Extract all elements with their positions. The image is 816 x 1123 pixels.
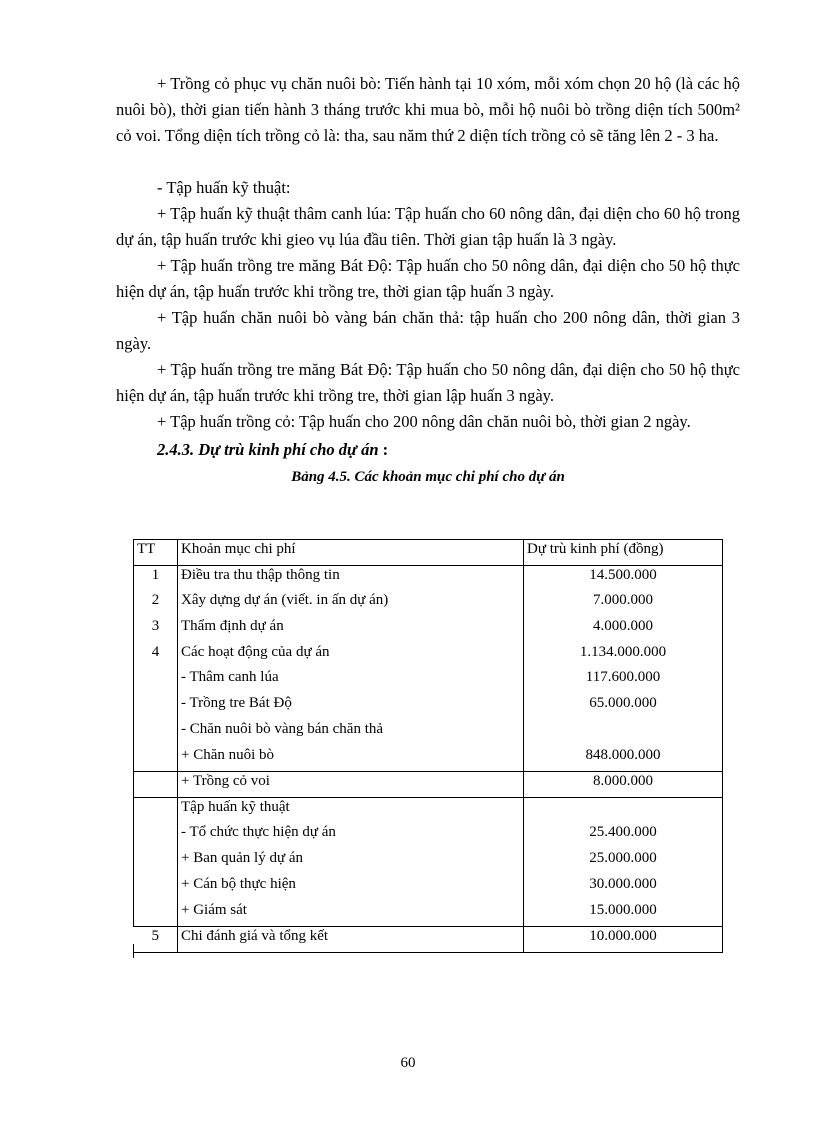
cell-item: + Ban quản lý dự án <box>178 849 524 875</box>
cell-tt <box>134 694 178 720</box>
paragraph-text: + Tập huấn trồng tre măng Bát Độ: Tập huấn cho 50 nông dân, đại diện cho 50 hộ thực hiện dự án, tập huấn trước khi trồng tre, thời gian tập huấn 3 ngày. <box>116 256 740 301</box>
cell-value: 25.000.000 <box>524 849 723 875</box>
paragraph-text: - Tập huấn kỹ thuật: <box>157 178 291 197</box>
cell-tt <box>134 823 178 849</box>
cell-tt <box>134 797 178 823</box>
header-cell-tt: TT <box>134 540 178 566</box>
cell-value: 117.600.000 <box>524 668 723 694</box>
table-row <box>134 565 723 591</box>
table-row <box>134 926 723 952</box>
section-heading-colon: : <box>378 440 389 459</box>
cell-item: Các hoạt động của dự án <box>178 643 524 669</box>
cell-tt <box>134 875 178 901</box>
paragraph-grass-training <box>116 409 740 435</box>
table-row <box>134 643 723 669</box>
paragraph-rice-training <box>116 201 740 253</box>
table-row <box>134 875 723 901</box>
table-row <box>134 694 723 720</box>
cell-item: + Giám sát <box>178 901 524 927</box>
cell-tt: 4 <box>134 643 178 669</box>
cell-value: 8.000.000 <box>524 772 723 798</box>
paragraph-text: + Tập huấn trồng tre măng Bát Độ: Tập huấn cho 50 nông dân, đại diện cho 50 hộ thực hiện dự án, tập huấn trước khi trồng tre, thời gian lập huấn 3 ngày. <box>116 360 740 405</box>
paragraph-text: + Trồng cỏ phục vụ chăn nuôi bò: Tiến hành tại 10 xóm, mỗi xóm chọn 20 hộ (là các hộ nuôi bò), thời gian tiến hành 3 tháng trước khi mua bò, mỗi hộ nuôi bò trồng diện tích 500m² cỏ voi. Tổng diện tích trồng cỏ là: tha, sau năm thứ 2 diện tích trồng cỏ sẽ tăng lên 2 - 3 ha. <box>116 74 740 145</box>
cell-tt <box>134 901 178 927</box>
cell-item: + Chăn nuôi bò <box>178 746 524 772</box>
table-row <box>134 772 723 798</box>
table-row <box>134 591 723 617</box>
cell-value: 15.000.000 <box>524 901 723 927</box>
paragraph-grass-planting <box>116 71 740 149</box>
cell-value: 14.500.000 <box>524 565 723 591</box>
section-heading-text: 2.4.3. Dự trù kinh phí cho dự án <box>157 440 379 459</box>
paragraph-text: + Tập huấn kỹ thuật thâm canh lúa: Tập huấn cho 60 nông dân, đại diện cho 60 hộ trong dự án, tập huấn trước khi gieo vụ lúa đầu tiên. Thời gian tập huấn là 3 ngày. <box>116 204 740 249</box>
table-edge-line <box>133 944 134 958</box>
cell-tt <box>134 772 178 798</box>
table-row <box>134 823 723 849</box>
table-row <box>134 617 723 643</box>
cell-tt <box>134 746 178 772</box>
cell-item: Xây dựng dự án (viết. in ấn dự án) <box>178 591 524 617</box>
paragraph-text: + Tập huấn chăn nuôi bò vàng bán chăn thả: tập huấn cho 200 nông dân, thời gian 3 ngày. <box>116 308 740 353</box>
cell-item: - Trồng tre Bát Độ <box>178 694 524 720</box>
cell-item: - Tổ chức thực hiện dự án <box>178 823 524 849</box>
header-cell-item: Khoản mục chi phí <box>178 540 524 566</box>
budget-table <box>133 539 723 953</box>
header-cell-budget: Dự trù kinh phí (đồng) <box>524 540 723 566</box>
cell-value: 4.000.000 <box>524 617 723 643</box>
cell-item: Chi đánh giá và tổng kết <box>178 926 524 952</box>
table-row <box>134 849 723 875</box>
cell-tt <box>134 720 178 746</box>
cell-tt: 2 <box>134 591 178 617</box>
cell-item: - Chăn nuôi bò vàng bán chăn thả <box>178 720 524 746</box>
paragraph-training-heading <box>116 175 740 201</box>
cell-item: + Cán bộ thực hiện <box>178 875 524 901</box>
table-header-row <box>134 540 723 566</box>
page-number: 60 <box>400 1055 416 1071</box>
table-row <box>134 797 723 823</box>
cell-value: 30.000.000 <box>524 875 723 901</box>
paragraph-cattle-training <box>116 305 740 357</box>
cell-item: Tập huấn kỹ thuật <box>178 797 524 823</box>
cell-tt: 1 <box>134 565 178 591</box>
table-row <box>134 901 723 927</box>
section-heading <box>157 437 388 463</box>
cell-item: Thẩm định dự án <box>178 617 524 643</box>
cell-tt <box>134 849 178 875</box>
table-caption: Bảng 4.5. Các khoản mục chi phí cho dự án <box>291 469 565 485</box>
cell-value <box>524 797 723 823</box>
table-row <box>134 668 723 694</box>
paragraph-text: + Tập huấn trồng cỏ: Tập huấn cho 200 nông dân chăn nuôi bò, thời gian 2 ngày. <box>157 412 691 431</box>
cell-value: 7.000.000 <box>524 591 723 617</box>
cell-value: 65.000.000 <box>524 694 723 720</box>
table-row <box>134 720 723 746</box>
cell-item: - Thâm canh lúa <box>178 668 524 694</box>
cell-value <box>524 720 723 746</box>
paragraph-bamboo-training <box>116 253 740 305</box>
cell-tt <box>134 668 178 694</box>
cell-value: 1.134.000.000 <box>524 643 723 669</box>
table-row <box>134 746 723 772</box>
cell-item: Điều tra thu thập thông tin <box>178 565 524 591</box>
cell-item: + Trồng cỏ voi <box>178 772 524 798</box>
cell-value: 25.400.000 <box>524 823 723 849</box>
cell-tt: 3 <box>134 617 178 643</box>
cell-tt: 5 <box>134 926 178 952</box>
paragraph-bamboo-training-2 <box>116 357 740 409</box>
cell-value: 848.000.000 <box>524 746 723 772</box>
cell-value: 10.000.000 <box>524 926 723 952</box>
